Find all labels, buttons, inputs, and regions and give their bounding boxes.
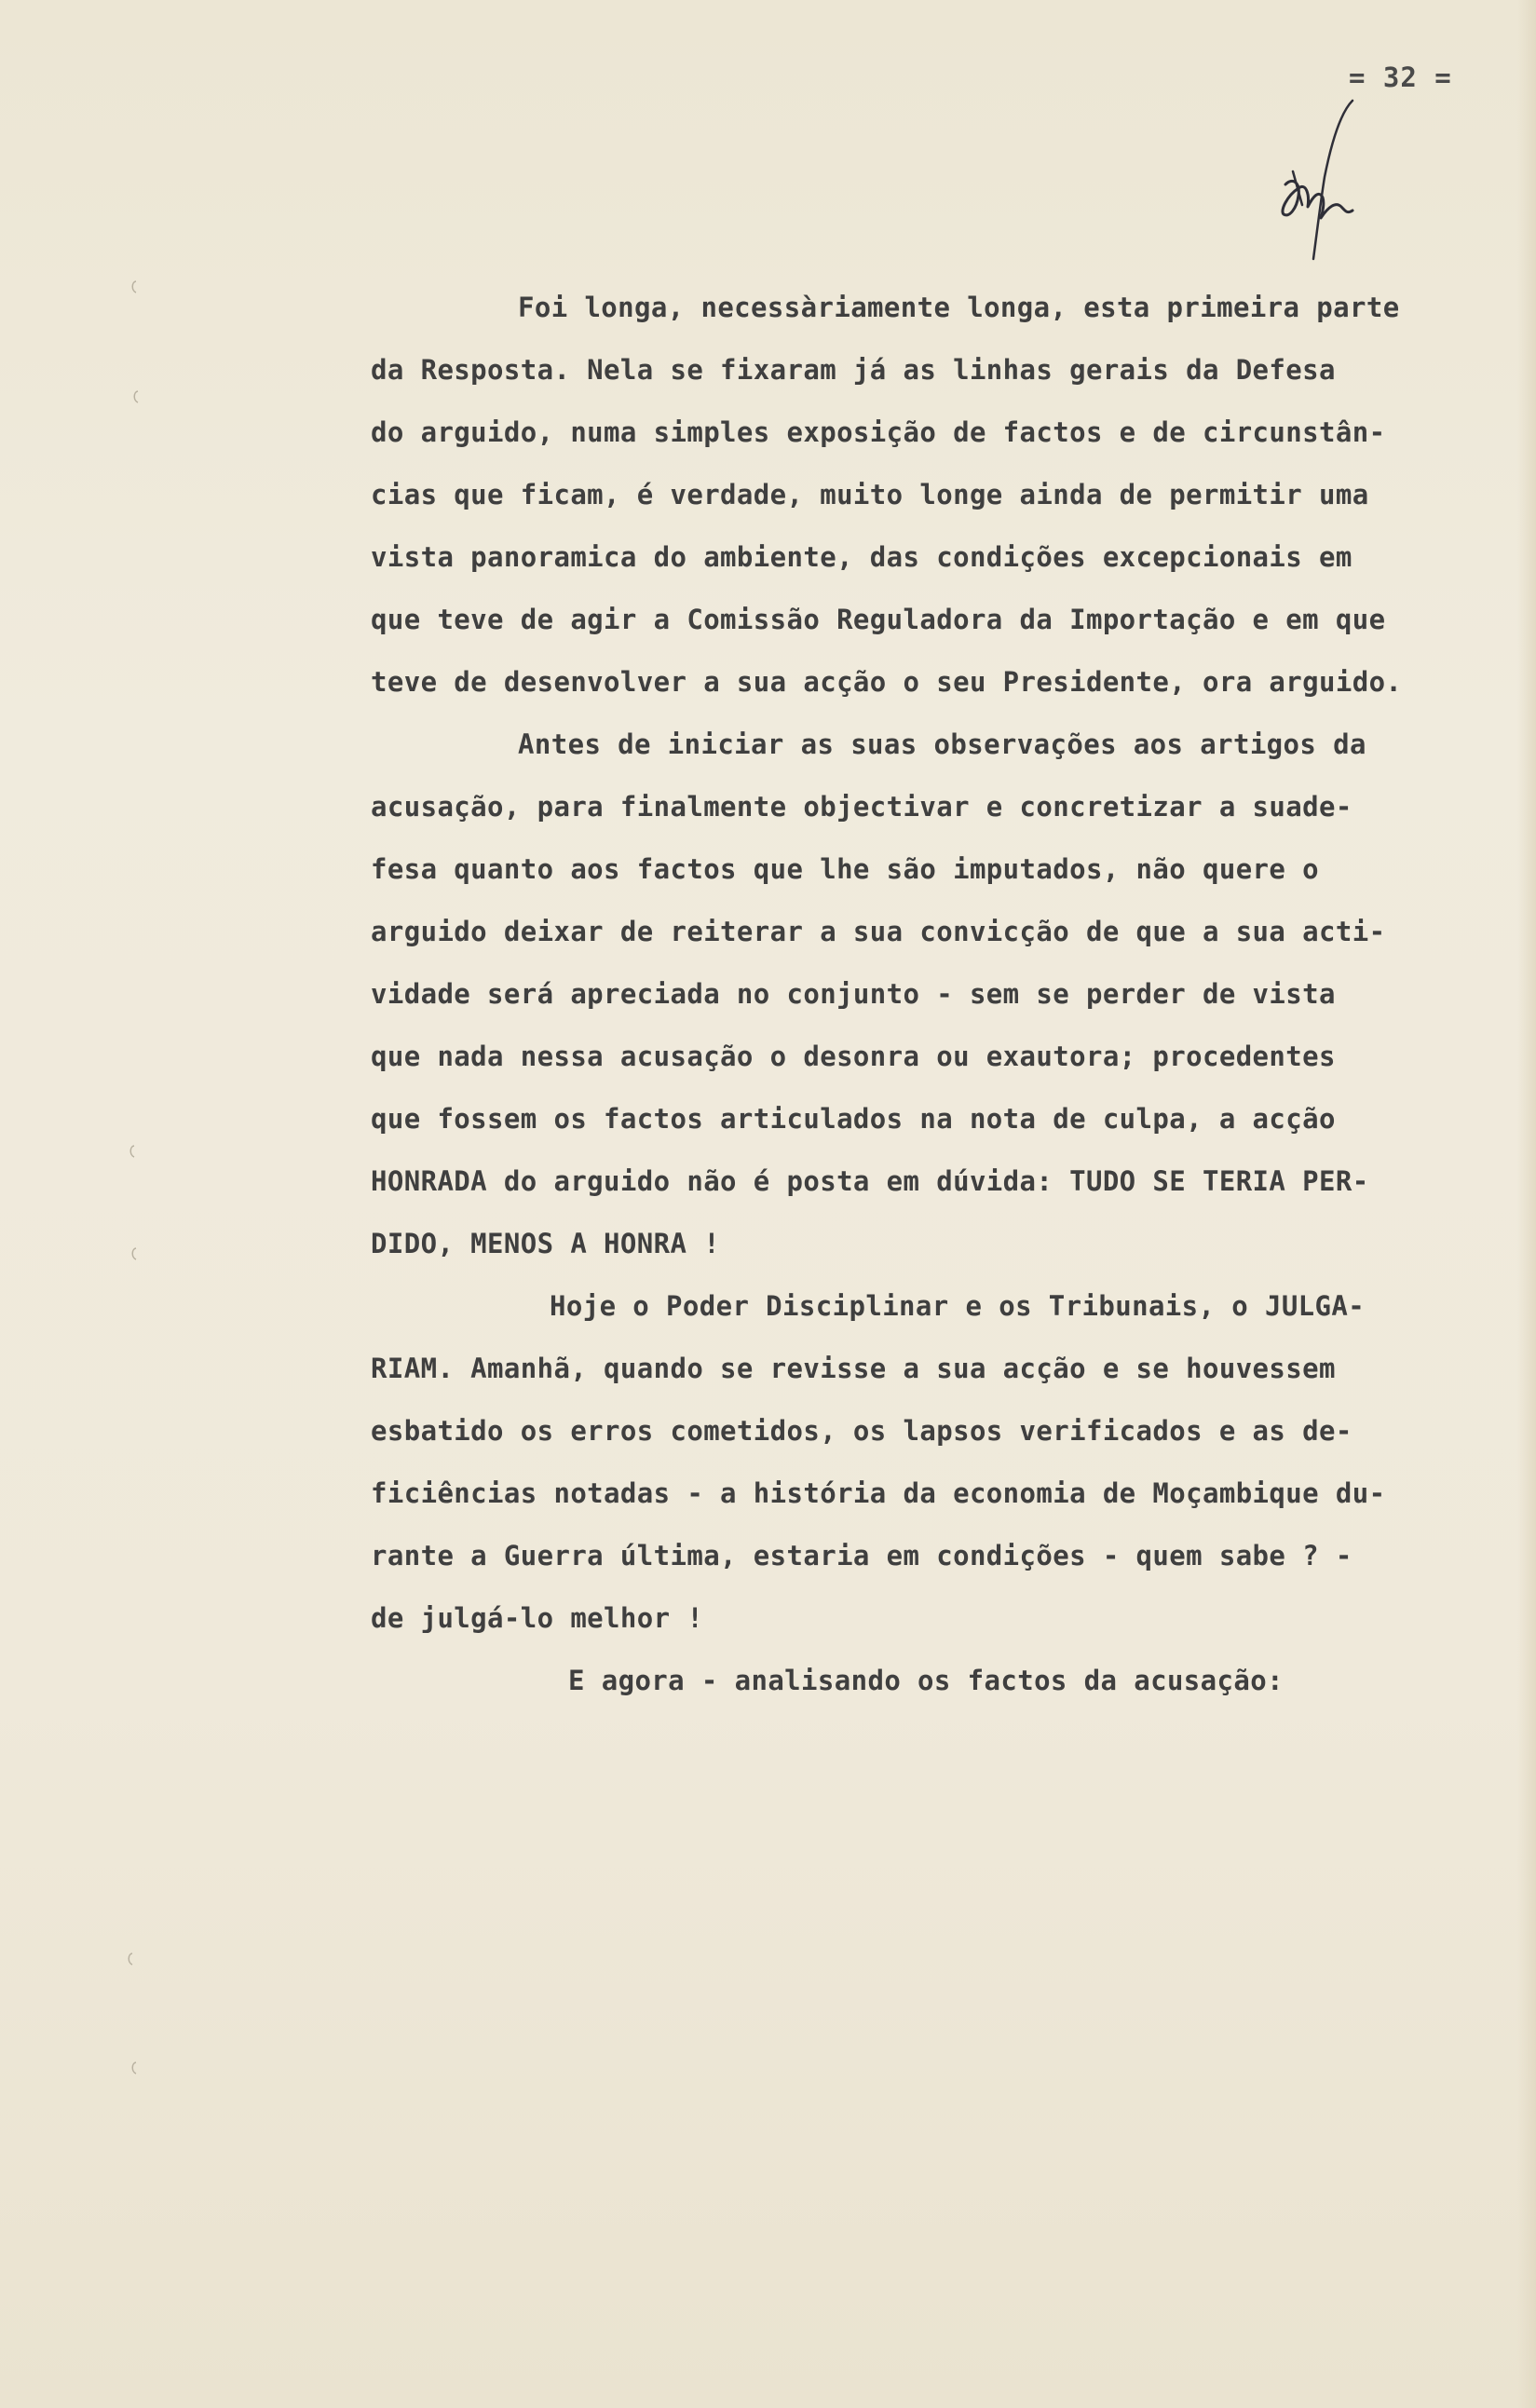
text-line: RIAM. Amanhã, quando se revisse a sua acção e se houvessem [371, 1353, 1336, 1384]
text-line: de julgá-lo melhor ! [371, 1602, 704, 1634]
text-line: fesa quanto aos factos que lhe são imputados, não quere o [371, 853, 1319, 885]
text-line: teve de desenvolver a sua acção o seu Presidente, ora arguido. [371, 666, 1403, 698]
text-line: rante a Guerra última, estaria em condições - quem sabe ? - [371, 1540, 1352, 1571]
text-line: cias que ficam, é verdade, muito longe ainda de permitir uma [371, 479, 1369, 510]
punch-mark [129, 2061, 140, 2075]
punch-mark [130, 389, 142, 404]
punch-mark [129, 279, 140, 294]
text-line: que teve de agir a Comissão Reguladora da Importação e em que [371, 604, 1386, 635]
text-line: arguido deixar de reiterar a sua convicção de que a sua acti- [371, 916, 1386, 947]
page-number: = 32 = [1349, 61, 1452, 93]
text-line: esbatido os erros cometidos, os lapsos verificados e as de- [371, 1415, 1352, 1447]
punch-mark [125, 1952, 136, 1966]
text-line: vista panoramica do ambiente, das condições excepcionais em [371, 541, 1352, 573]
text-line: E agora - analisando os factos da acusação: [568, 1665, 1284, 1696]
text-line: Hoje o Poder Disciplinar e os Tribunais, o JULGA- [550, 1290, 1366, 1322]
text-line: ficiências notadas - a história da economia de Moçambique du- [371, 1477, 1386, 1509]
text-line: Antes de iniciar as suas observações aos artigos da [518, 728, 1366, 760]
text-line: que nada nessa acusação o desonra ou exautora; procedentes [371, 1041, 1336, 1072]
punch-mark [129, 1246, 140, 1261]
text-line: que fossem os factos articulados na nota de culpa, a acção [371, 1103, 1336, 1135]
text-line: vidade será apreciada no conjunto - sem se perder de vista [371, 978, 1336, 1010]
text-line: Foi longa, necessàriamente longa, esta primeira parte [518, 292, 1400, 323]
text-line: DIDO, MENOS A HONRA ! [371, 1228, 721, 1259]
punch-mark [127, 1144, 138, 1159]
text-line: HONRADA do arguido não é posta em dúvida: TUDO SE TERIA PER- [371, 1165, 1369, 1197]
handwritten-initials-signature [1267, 93, 1369, 270]
text-line: acusação, para finalmente objectivar e concretizar a suade- [371, 791, 1352, 823]
text-line: da Resposta. Nela se fixaram já as linhas gerais da Defesa [371, 354, 1336, 386]
text-line: do arguido, numa simples exposição de factos e de circunstân- [371, 416, 1386, 448]
